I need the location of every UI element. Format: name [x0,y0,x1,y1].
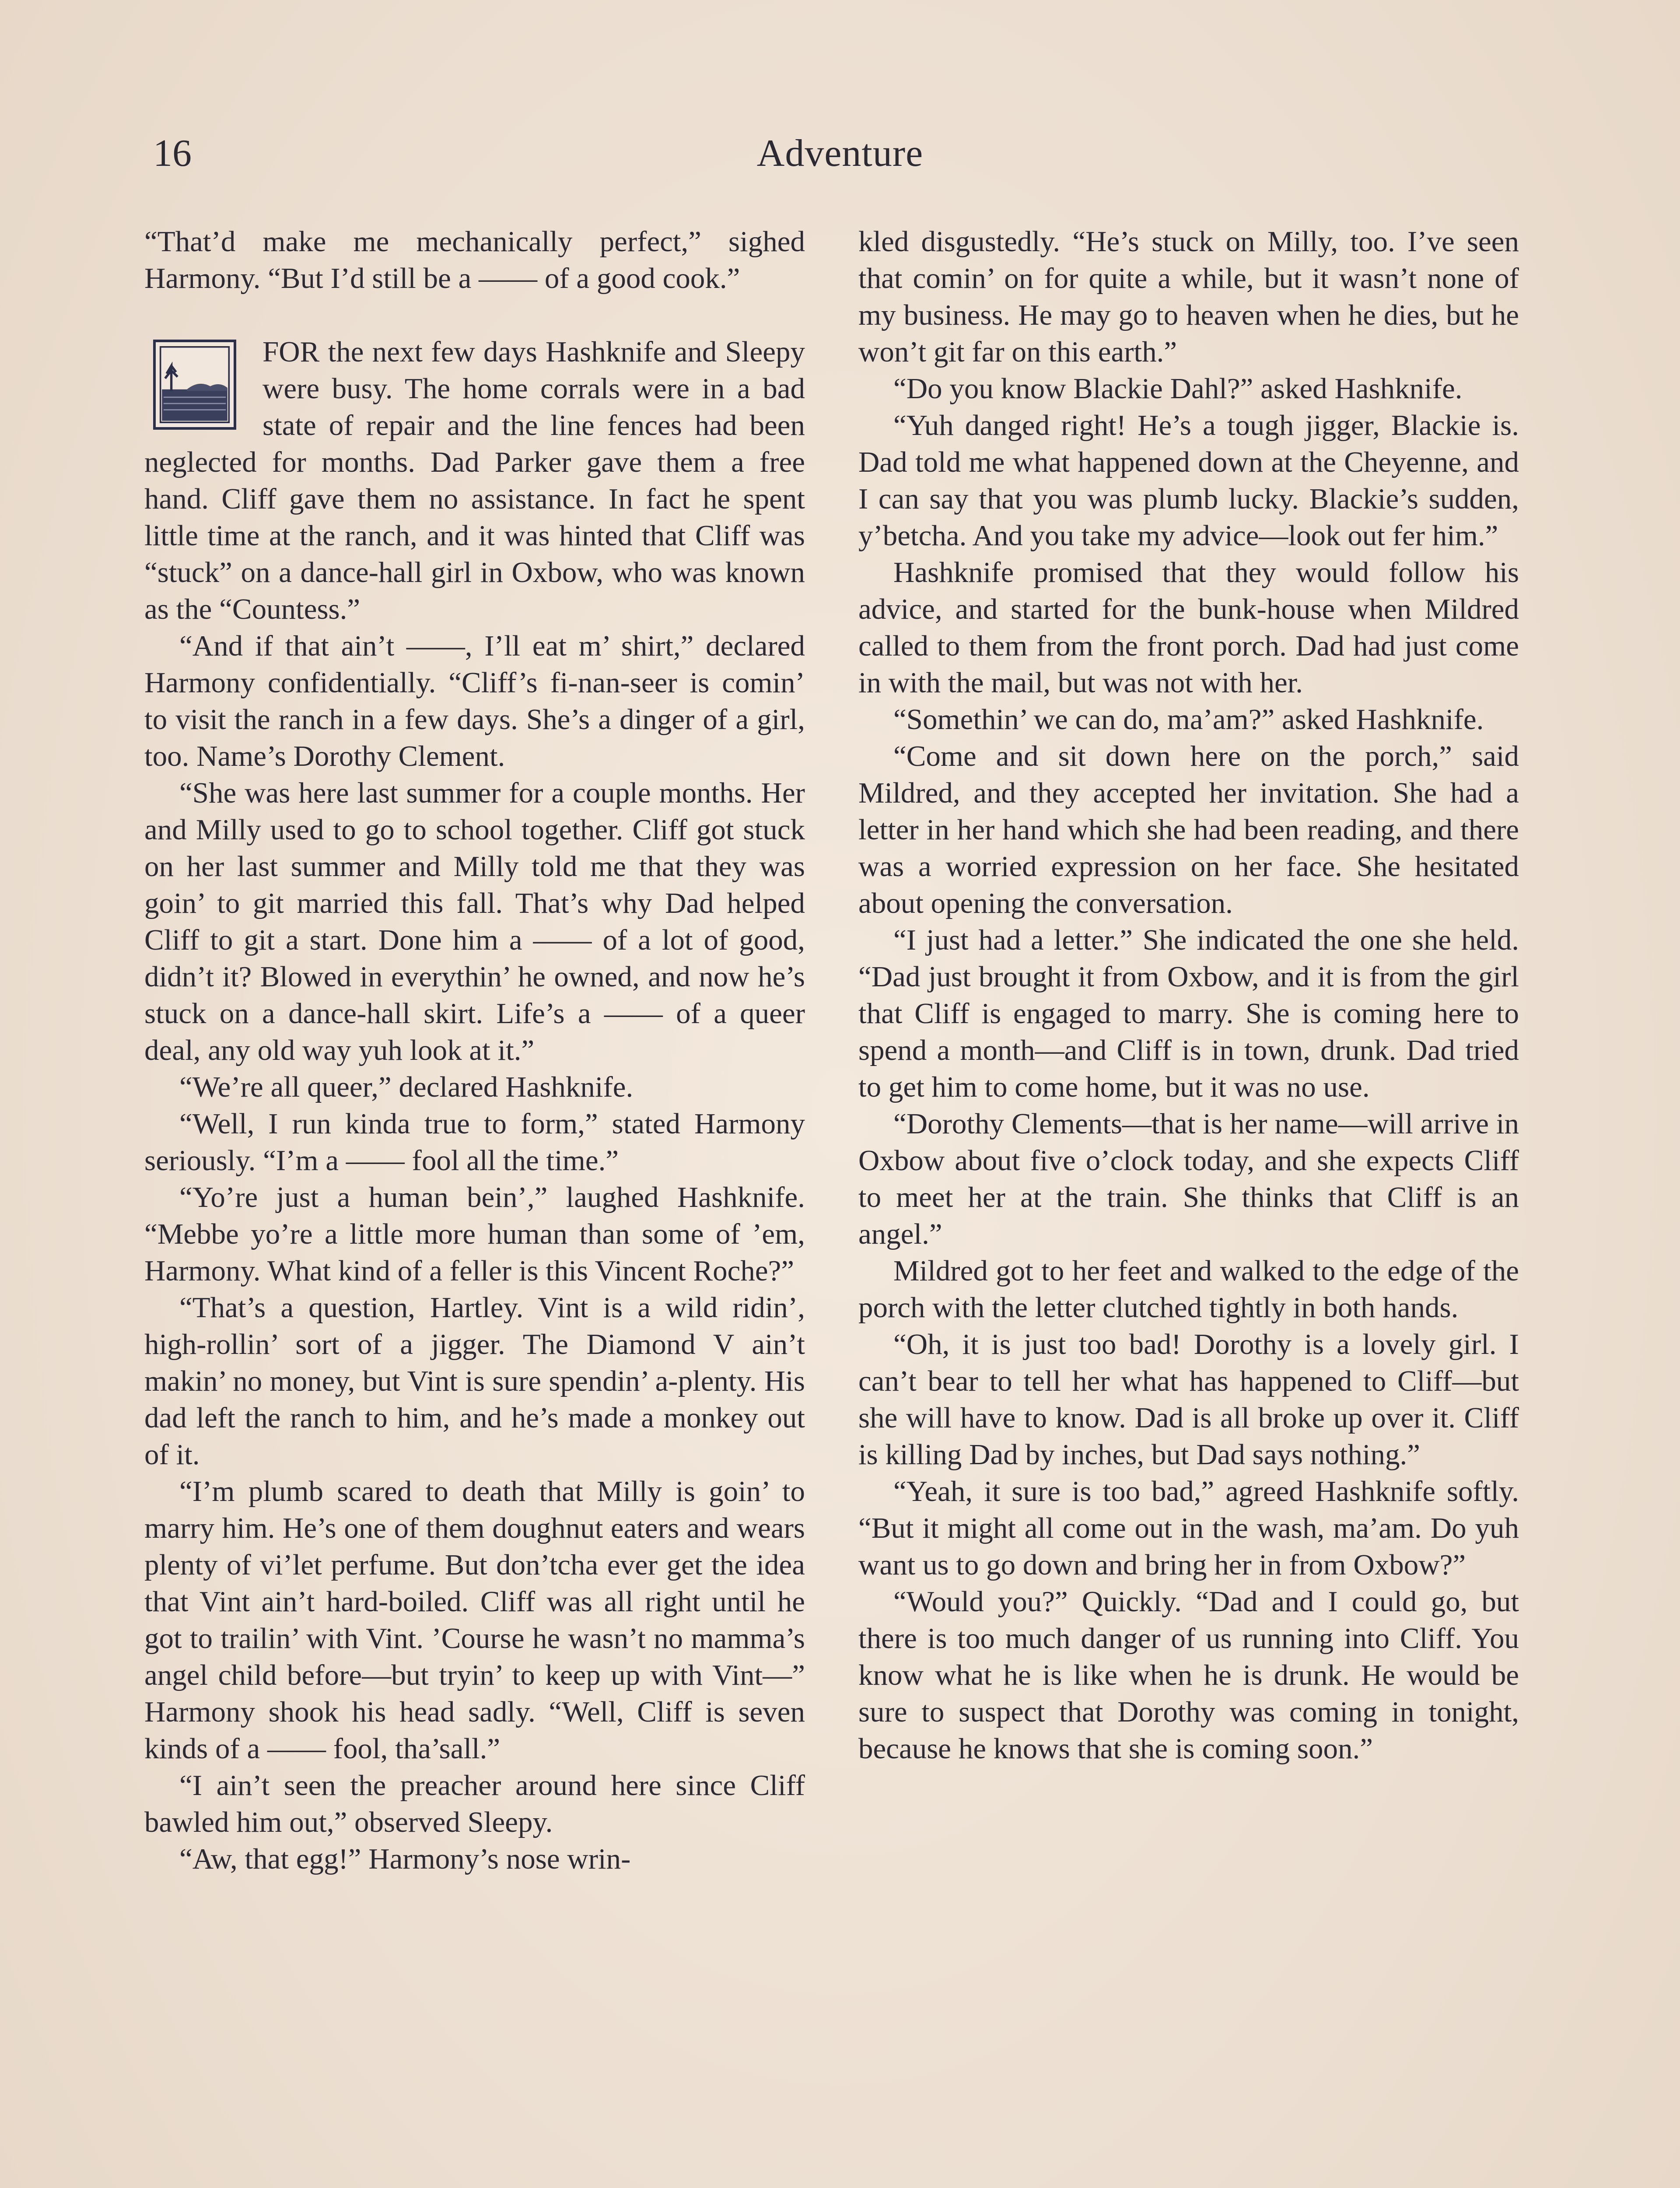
page-number: 16 [153,132,192,175]
right-column [858,223,1519,1767]
paragraph: Mildred got to her feet and walked to the edge of the porch with the letter clutched tightly in both hands. [858,1255,1519,1324]
paragraph: Hashknife promised that they would follow his advice, and started for the bunk-house when Mildred called to them from the front porch. Dad had just come in with the mail, but was not with her. [858,556,1519,699]
paragraph: “Come and sit down here on the porch,” said Mildred, and they accepted her invitation. She had a letter in her hand which she had been reading, and there was a worried expression on her face. She hesitated about opening the conversation. [858,740,1519,919]
running-title: Adventure [756,132,924,175]
paragraph: “I’m plumb scared to death that Milly is goin’ to marry him. He’s one of them doughnut eaters and wears plenty of vi’let perfume. But don’tcha ever get the idea that Vint ain’t hard-boiled. Cliff was all right until he got to trailin’ with Vint. ’Course he wasn’t no mamma’s angel child before—but tryin’ to keep up with Vint—” Harmony shook his head sadly. “Well, Cliff is seven kinds of a —— fool, tha’sall.” [144,1475,805,1765]
paragraph: “That’s a question, Hartley. Vint is a wild ridin’, high-rollin’ sort of a jigger. The Diamond V ain’t makin’ no money, but Vint is sure spendin’ a-plenty. His dad left the ranch to him, and he’s made a monkey out of it. [144,1291,805,1471]
paragraph: FOR the next few days Hashknife and Sleepy were busy. The home corrals were in a bad state of repair and the line fences had been neglected for months. Dad Parker gave them a free hand. Cliff gave them no assistance. In fact he spent little time at the ranch, and it was hinted that Cliff was “stuck” on a dance-hall girl in Oxbow, who was known as the “Countess.” [144,336,805,625]
paragraph: “And if that ain’t ——, I’ll eat m’ shirt,” declared Harmony confidentially. “Cliff’s fi-nan-seer is comin’ to visit the ranch in a few days. She’s a dinger of a girl, too. Name’s Dorothy Clement. [144,630,805,772]
paragraph: “Oh, it is just too bad! Dorothy is a lovely girl. I can’t bear to tell her what has happened to Cliff—but she will have to know. Dad is all broke up over it. Cliff is killing Dad by inches, but Dad says nothing.” [858,1328,1519,1471]
paragraph: “Aw, that egg!” Harmony’s nose wrin- [179,1843,631,1875]
page-header [0,131,1680,184]
paragraph: “Yo’re just a human bein’,” laughed Hashknife. “Mebbe yo’re a little more human than some of ’em, Harmony. What kind of a feller is this Vincent Roche?” [144,1181,805,1287]
paragraph: “Yeah, it sure is too bad,” agreed Hashknife softly. “But it might all come out in the wash, ma’am. Do yuh want us to go down and bring her in from Oxbow?” [858,1475,1519,1581]
left-column [144,223,805,1877]
paragraph: “Well, I run kinda true to form,” stated Harmony seriously. “I’m a —— fool all the time.” [144,1108,805,1177]
paragraph: “She was here last summer for a couple months. Her and Milly used to go to school together. Cliff got stuck on her last summer and Milly told me that they was goin’ to git married this fall. That’s why Dad helped Cliff to git a start. Done him a —— of a lot of good, didn’t it? Blowed in everythin’ he owned, and now he’s stuck on a dance-hall skirt. Life’s a —— of a queer deal, any old way yuh look at it.” [144,777,805,1066]
paragraph: “That’d make me mechanically perfect,” sighed Harmony. “But I’d still be a —— of a good cook.” [144,225,805,295]
landscape-vignette-icon [153,340,236,430]
paragraph: “I just had a letter.” She indicated the one she held. “Dad just brought it from Oxbow, and it is from the girl that Cliff is engaged to marry. She is coming here to spend a month—and Cliff is in town, drunk. Dad tried to get him to come home, but it was no use. [858,924,1519,1103]
section-break [144,297,805,333]
paragraph: “Do you know Blackie Dahl?” asked Hashknife. [893,372,1463,405]
paragraph: “We’re all queer,” declared Hashknife. [179,1071,634,1103]
paragraph: “Yuh danged right! He’s a tough jigger, Blackie is. Dad told me what happened down at the Cheyenne, and I can say that you was plumb lucky. Blackie’s sudden, y’betcha. And you take my advice—look out fer him.” [858,409,1519,552]
paragraph: “Dorothy Clements—that is her name—will arrive in Oxbow about five o’clock today, and she expects Cliff to meet her at the train. She thinks that Cliff is an angel.” [858,1108,1519,1250]
paragraph: “Somethin’ we can do, ma’am?” asked Hashknife. [893,703,1484,736]
paragraph: kled disgustedly. “He’s stuck on Milly, too. I’ve seen that comin’ on for quite a while, but it wasn’t none of my business. He may go to heaven when he dies, but he won’t git far on this earth.” [858,225,1519,368]
paragraph: “I ain’t seen the preacher around here since Cliff bawled him out,” observed Sleepy. [144,1769,805,1838]
paragraph: “Would you?” Quickly. “Dad and I could go, but there is too much danger of us running into Cliff. You know what he is like when he is drunk. He would be sure to suspect that Dorothy was coming in tonight, because he knows that she is coming soon.” [858,1585,1519,1765]
